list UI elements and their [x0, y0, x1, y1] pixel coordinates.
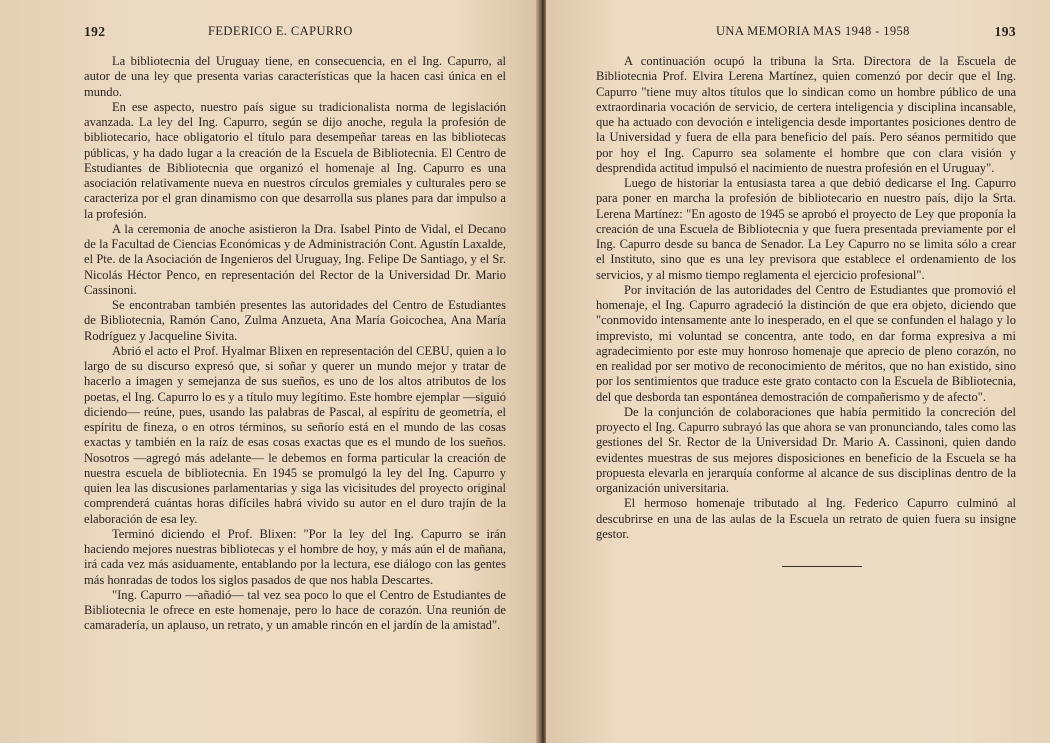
right-page-header — [596, 24, 1016, 44]
end-rule — [782, 566, 862, 567]
paragraph: El hermoso homenaje tributado al Ing. Federico Capurro culminó al descubrirse en una de las aulas de la Escuela un retrato de quien fuera su insigne gestor. — [596, 496, 1016, 541]
paragraph: Luego de historiar la entusiasta tarea a que debió dedicarse el Ing. Capurro para poner en marcha la profesión de bibliotecario en nuestro país, dijo la Srta. Lerena Martínez: "En agosto de 1945 se aprobó el proyecto de Ley que proponía la creación de una Escuela de Bibliotecnia y que fuera presentada previamente por el Ing. Capurro desde su banca de Senador. La Ley Capurro no se limita sólo a crear el Instituto, sino que es una ley previsora que establece el ordenamiento de los servicios, y al mismo tiempo reglamenta el ejercicio profesional". — [596, 176, 1016, 282]
left-page-body — [84, 54, 506, 634]
running-head: FEDERICO E. CAPURRO — [208, 24, 353, 38]
page-number: 193 — [994, 24, 1016, 39]
left-page-header — [84, 24, 506, 44]
paragraph: "Ing. Capurro —añadió— tal vez sea poco lo que el Centro de Estudiantes de Bibliotecnia le ofrece en este homenaje, pero lo hace de corazón. Una reunión de camaradería, un aplauso, un retrato, y un amable rincón en el jardín de la amistad". — [84, 587, 506, 633]
right-page — [546, 0, 1050, 743]
paragraph: Por invitación de las autoridades del Centro de Estudiantes que promovió el homenaje, el Ing. Capurro agradeció la distinción de que era objeto, diciendo que "conmovido intensamente ante lo inesperado, en el que se confunden el halago y lo imprevisto, mi voluntad se concentra, ante todo, en dar forma expresiva a mi agradecimiento por este muy honroso homenaje que aprecio de pleno corazón, no en realidad por ser motivo de reconocimiento de méritos, que no han existido, sino por los sentimientos que traduce este grato contacto con la Escuela de Bibliotecnia, del que desborda tan espontánea demostración de compañerismo y de afecto". — [596, 282, 1016, 404]
paragraph: A la ceremonia de anoche asistieron la Dra. Isabel Pinto de Vidal, el Decano de la Facultad de Ciencias Económicas y de Administración Cont. Agustín Laxalde, el Pte. de la Asociación de Ingenieros del Uruguay, Ing. Felipe De Santiago, y el Sr. Nicolás Héctor Penco, en representación del Rector de la Universidad Dr. Mario Cassinoni. — [84, 221, 506, 297]
paragraph: De la conjunción de colaboraciones que había permitido la concreción del proyecto el Ing. Capurro subrayó las que ahora se van pronunciando, tales como las gestiones del Sr. Rector de la Universidad Dr. Mario A. Cassinoni, quien dando evidentes muestras de sus mejores disposiciones en beneficio de la Escuela se ha propuesta elevarla en jerarquía conforme al alcance de sus disciplinas dentro de la organización universitaria. — [596, 404, 1016, 495]
right-page-body — [596, 54, 1016, 542]
running-head: UNA MEMORIA MAS 1948 - 1958 — [716, 24, 910, 38]
paragraph: Terminó diciendo el Prof. Blixen: "Por la ley del Ing. Capurro se irán haciendo mejores nuestras bibliotecas y el hombre de hoy, y más aún el de mañana, irá cada vez más asiduamente, entablando por la lectura, ese diálogo con las gentes más honradas de todos los siglos pasados de que nos habla Descartes. — [84, 526, 506, 587]
paragraph: Abrió el acto el Prof. Hyalmar Blixen en representación del CEBU, quien a lo largo de su discurso expresó que, si soñar y querer un mundo mejor y tratar de hacerlo a imagen y semejanza de sus sueños, es uno de los altos atributos de los poetas, el Ing. Capurro lo es y a título muy legítimo. Este hombre ejemplar —siguió diciendo— reúne, pues, usando las palabras de Pascal, al espíritu de geometría, el espíritu de fineza, o en otros términos, su señorío está en el mundo de las cosas exactas y también en la raíz de esas cosas exactas que es el mundo de los sueños. Nosotros —agregó más adelante— le debemos en forma particular la creación de nuestra escuela de bibliotecnia. En 1945 se promulgó la ley del Ing. Capurro y quien lea las discusiones parlamentarias y siga las vicisitudes del proyecto original comprenderá cuántas horas difíciles habrá vivido su autor en el duro trajín de la elaboración de esa ley. — [84, 343, 506, 526]
paragraph: La bibliotecnia del Uruguay tiene, en consecuencia, en el Ing. Capurro, al autor de una ley que presenta varias características que la hacen casi única en el mundo. — [84, 54, 506, 99]
paragraph: En ese aspecto, nuestro país sigue su tradicionalista norma de legislación avanzada. La ley del Ing. Capurro, según se dijo anoche, regula la profesión de bibliotecario, hace obligatorio el título para desempeñar tareas en las bibliotecas públicas, y ha dado lugar a la creación de la Escuela de Bibliotecnia. El Centro de Estudiantes de Bibliotecnia que organizó el homenaje al Ing. Capurro es una asociación relativamente nueva en nuestros círculos gremiales y culturales pero se caracteriza por el gran dinamismo con que desarrolla sus planes para dar impulso a la profesión. — [84, 99, 506, 221]
paragraph: A continuación ocupó la tribuna la Srta. Directora de la Escuela de Bibliotecnia Prof. Elvira Lerena Martínez, quien comenzó por decir que el Ing. Capurro "tiene muy altos títulos que lo sindican como un hombre público de una extraordinaria vocación de servicio, de certera inteligencia y disciplina incansable, que ha actuado con devoción e inteligencia desde importantes posiciones dentro de la Universidad y fuera de ella para beneficio del país. Pero séanos permitido que por hoy el Ing. Capurro sea solamente el hombre que con clara visión y desprendida actitud impulsó el nacimiento de nuestra profesión en el Uruguay". — [596, 54, 1016, 175]
paragraph: Se encontraban también presentes las autoridades del Centro de Estudiantes de Bibliotecnia, Ramón Cano, Zulma Anzueta, Ana María Goicochea, Ana María Rodríguez y Jacqueline Sivita. — [84, 298, 506, 343]
page-number: 192 — [84, 24, 106, 39]
